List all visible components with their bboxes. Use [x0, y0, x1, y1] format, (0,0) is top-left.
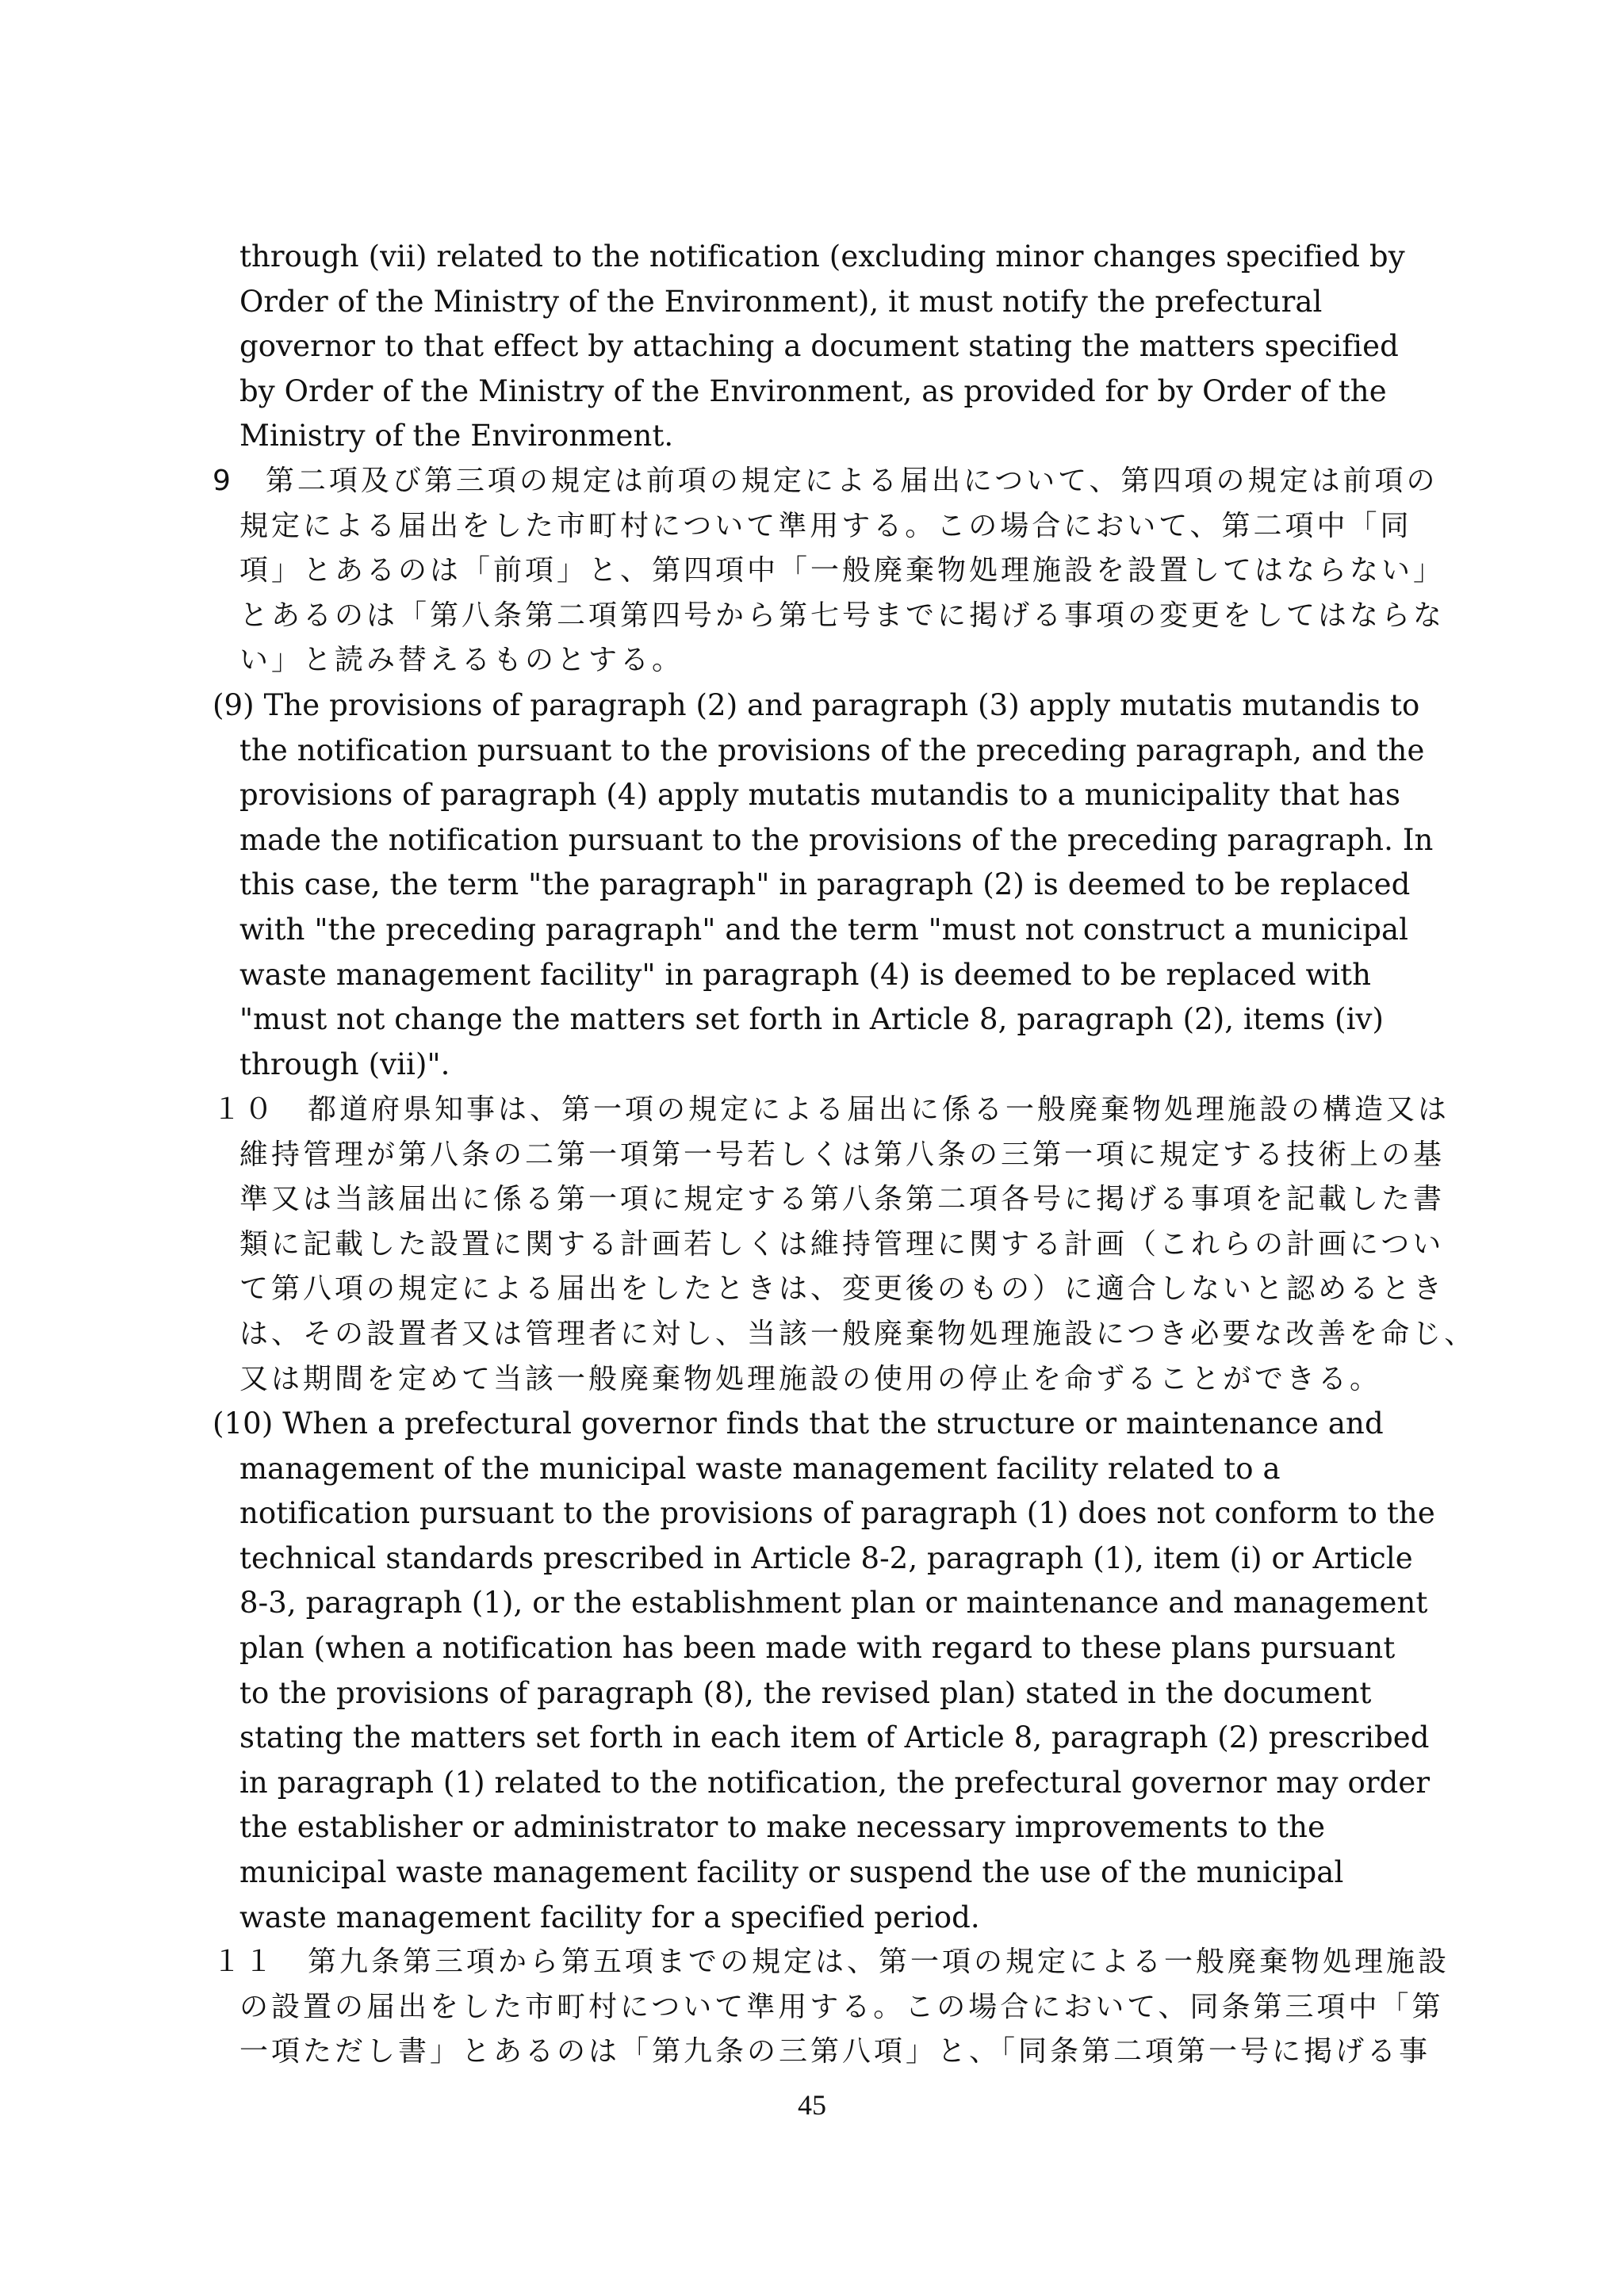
text-line: 規定による届出をした市町村について準用する。この場合において、第二項中「同 [239, 509, 1412, 542]
text-line: Order of the Ministry of the Environment), it must notify the prefectural [239, 284, 1323, 319]
paragraph-10-japanese [213, 1088, 1477, 1402]
text-line: １０ 都道府県知事は、第一項の規定による届出に係る一般廃棄物処理施設の構造又は [213, 1093, 1450, 1126]
text-line: 又は期間を定めて当該一般廃棄物処理施設の使用の停止を命ずることができる。 [239, 1362, 1382, 1395]
text-line: "must not change the matters set forth in Article 8, paragraph (2), items (iv) [239, 1002, 1385, 1037]
text-line: て第八項の規定による届出をしたときは、変更後のもの）に適合しないと認めるとき [239, 1272, 1446, 1306]
text-line: 項」とあるのは「前項」と、第四項中「一般廃棄物処理施設を設置してはならない」 [239, 554, 1446, 587]
text-line: 9 第二項及び第三項の規定は前項の規定による届出について、第四項の規定は前項の [213, 465, 1438, 497]
paragraph-9-english [213, 683, 1434, 1087]
text-line: (10) When a prefectural governor finds that the structure or maintenance and [213, 1406, 1384, 1441]
text-line: with "the preceding paragraph" and the term "must not construct a municipal [239, 912, 1409, 947]
text-line: provisions of paragraph (4) apply mutatis mutandis to a municipality that has [239, 778, 1401, 813]
text-line: 準又は当該届出に係る第一項に規定する第八条第二項各号に掲げる事項を記載した書 [239, 1183, 1446, 1216]
text-line: 一項ただし書」とあるのは「第九条の三第八項」と、「同条第二項第一号に掲げる事 [239, 2035, 1431, 2068]
text-line: waste management facility" in paragraph (4) is deemed to be replaced with [239, 957, 1372, 992]
text-line: the establisher or administrator to make necessary improvements to the [239, 1810, 1326, 1845]
text-line: １１ 第九条第三項から第五項までの規定は、第一項の規定による一般廃棄物処理施設 [213, 1946, 1450, 1978]
text-line: Ministry of the Environment. [239, 419, 674, 453]
text-line: notification pursuant to the provisions of paragraph (1) does not conform to the [239, 1496, 1435, 1531]
text-line: made the notification pursuant to the provisions of the preceding paragraph. In [239, 822, 1434, 857]
text-line: this case, the term "the paragraph" in paragraph (2) is deemed to be replaced [239, 867, 1411, 902]
text-line: technical standards prescribed in Article 8-2, paragraph (1), item (i) or Article [239, 1540, 1413, 1575]
text-line: waste management facility for a specified period. [239, 1900, 980, 1934]
text-line: through (vii) related to the notification (excluding minor changes specified by [239, 239, 1405, 274]
page-number: 45 [798, 2089, 826, 2121]
text-line: the notification pursuant to the provisions of the preceding paragraph, and the [239, 733, 1425, 767]
paragraph-11-japanese [213, 1940, 1450, 2075]
text-line: 維持管理が第八条の二第一項第一号若しくは第八条の三第一項に規定する技術上の基 [239, 1138, 1446, 1171]
text-line: の設置の届出をした市町村について準用する。この場合において、同条第三項中「第 [239, 1990, 1444, 2023]
text-line: through (vii)". [239, 1047, 450, 1081]
text-line: plan (when a notification has been made with regard to these plans pursuant [239, 1630, 1396, 1665]
text-line: by Order of the Ministry of the Environment, as provided for by Order of the [239, 373, 1387, 408]
text-line: 8-3, paragraph (1), or the establishment plan or maintenance and management [239, 1586, 1428, 1621]
text-line: 類に記載した設置に関する計画若しくは維持管理に関する計画（これらの計画につい [239, 1227, 1445, 1261]
text-line: い」と読み替えるものとする。 [239, 644, 684, 677]
text-line: governor to that effect by attaching a document stating the matters specified [239, 329, 1399, 364]
text-line: municipal waste management facility or suspend the use of the municipal [239, 1854, 1344, 1889]
text-line: (9) The provisions of paragraph (2) and paragraph (3) apply mutatis mutandis to [213, 688, 1420, 722]
paragraph-8-english-continuation [213, 235, 1434, 459]
text-line: management of the municipal waste management facility related to a [239, 1451, 1281, 1486]
paragraph-10-english [213, 1402, 1434, 1940]
text-line: とあるのは「第八条第二項第四号から第七号までに掲げる事項の変更をしてはならな [239, 599, 1446, 632]
text-line: は、その設置者又は管理者に対し、当該一般廃棄物処理施設につき必要な改善を命じ、 [239, 1317, 1477, 1350]
text-line: to the provisions of paragraph (8), the revised plan) stated in the document [239, 1675, 1372, 1710]
paragraph-9-japanese [213, 459, 1446, 683]
text-line: stating the matters set forth in each item of Article 8, paragraph (2) prescribed [239, 1720, 1430, 1755]
text-line: in paragraph (1) related to the notification, the prefectural governor may order [239, 1765, 1431, 1800]
